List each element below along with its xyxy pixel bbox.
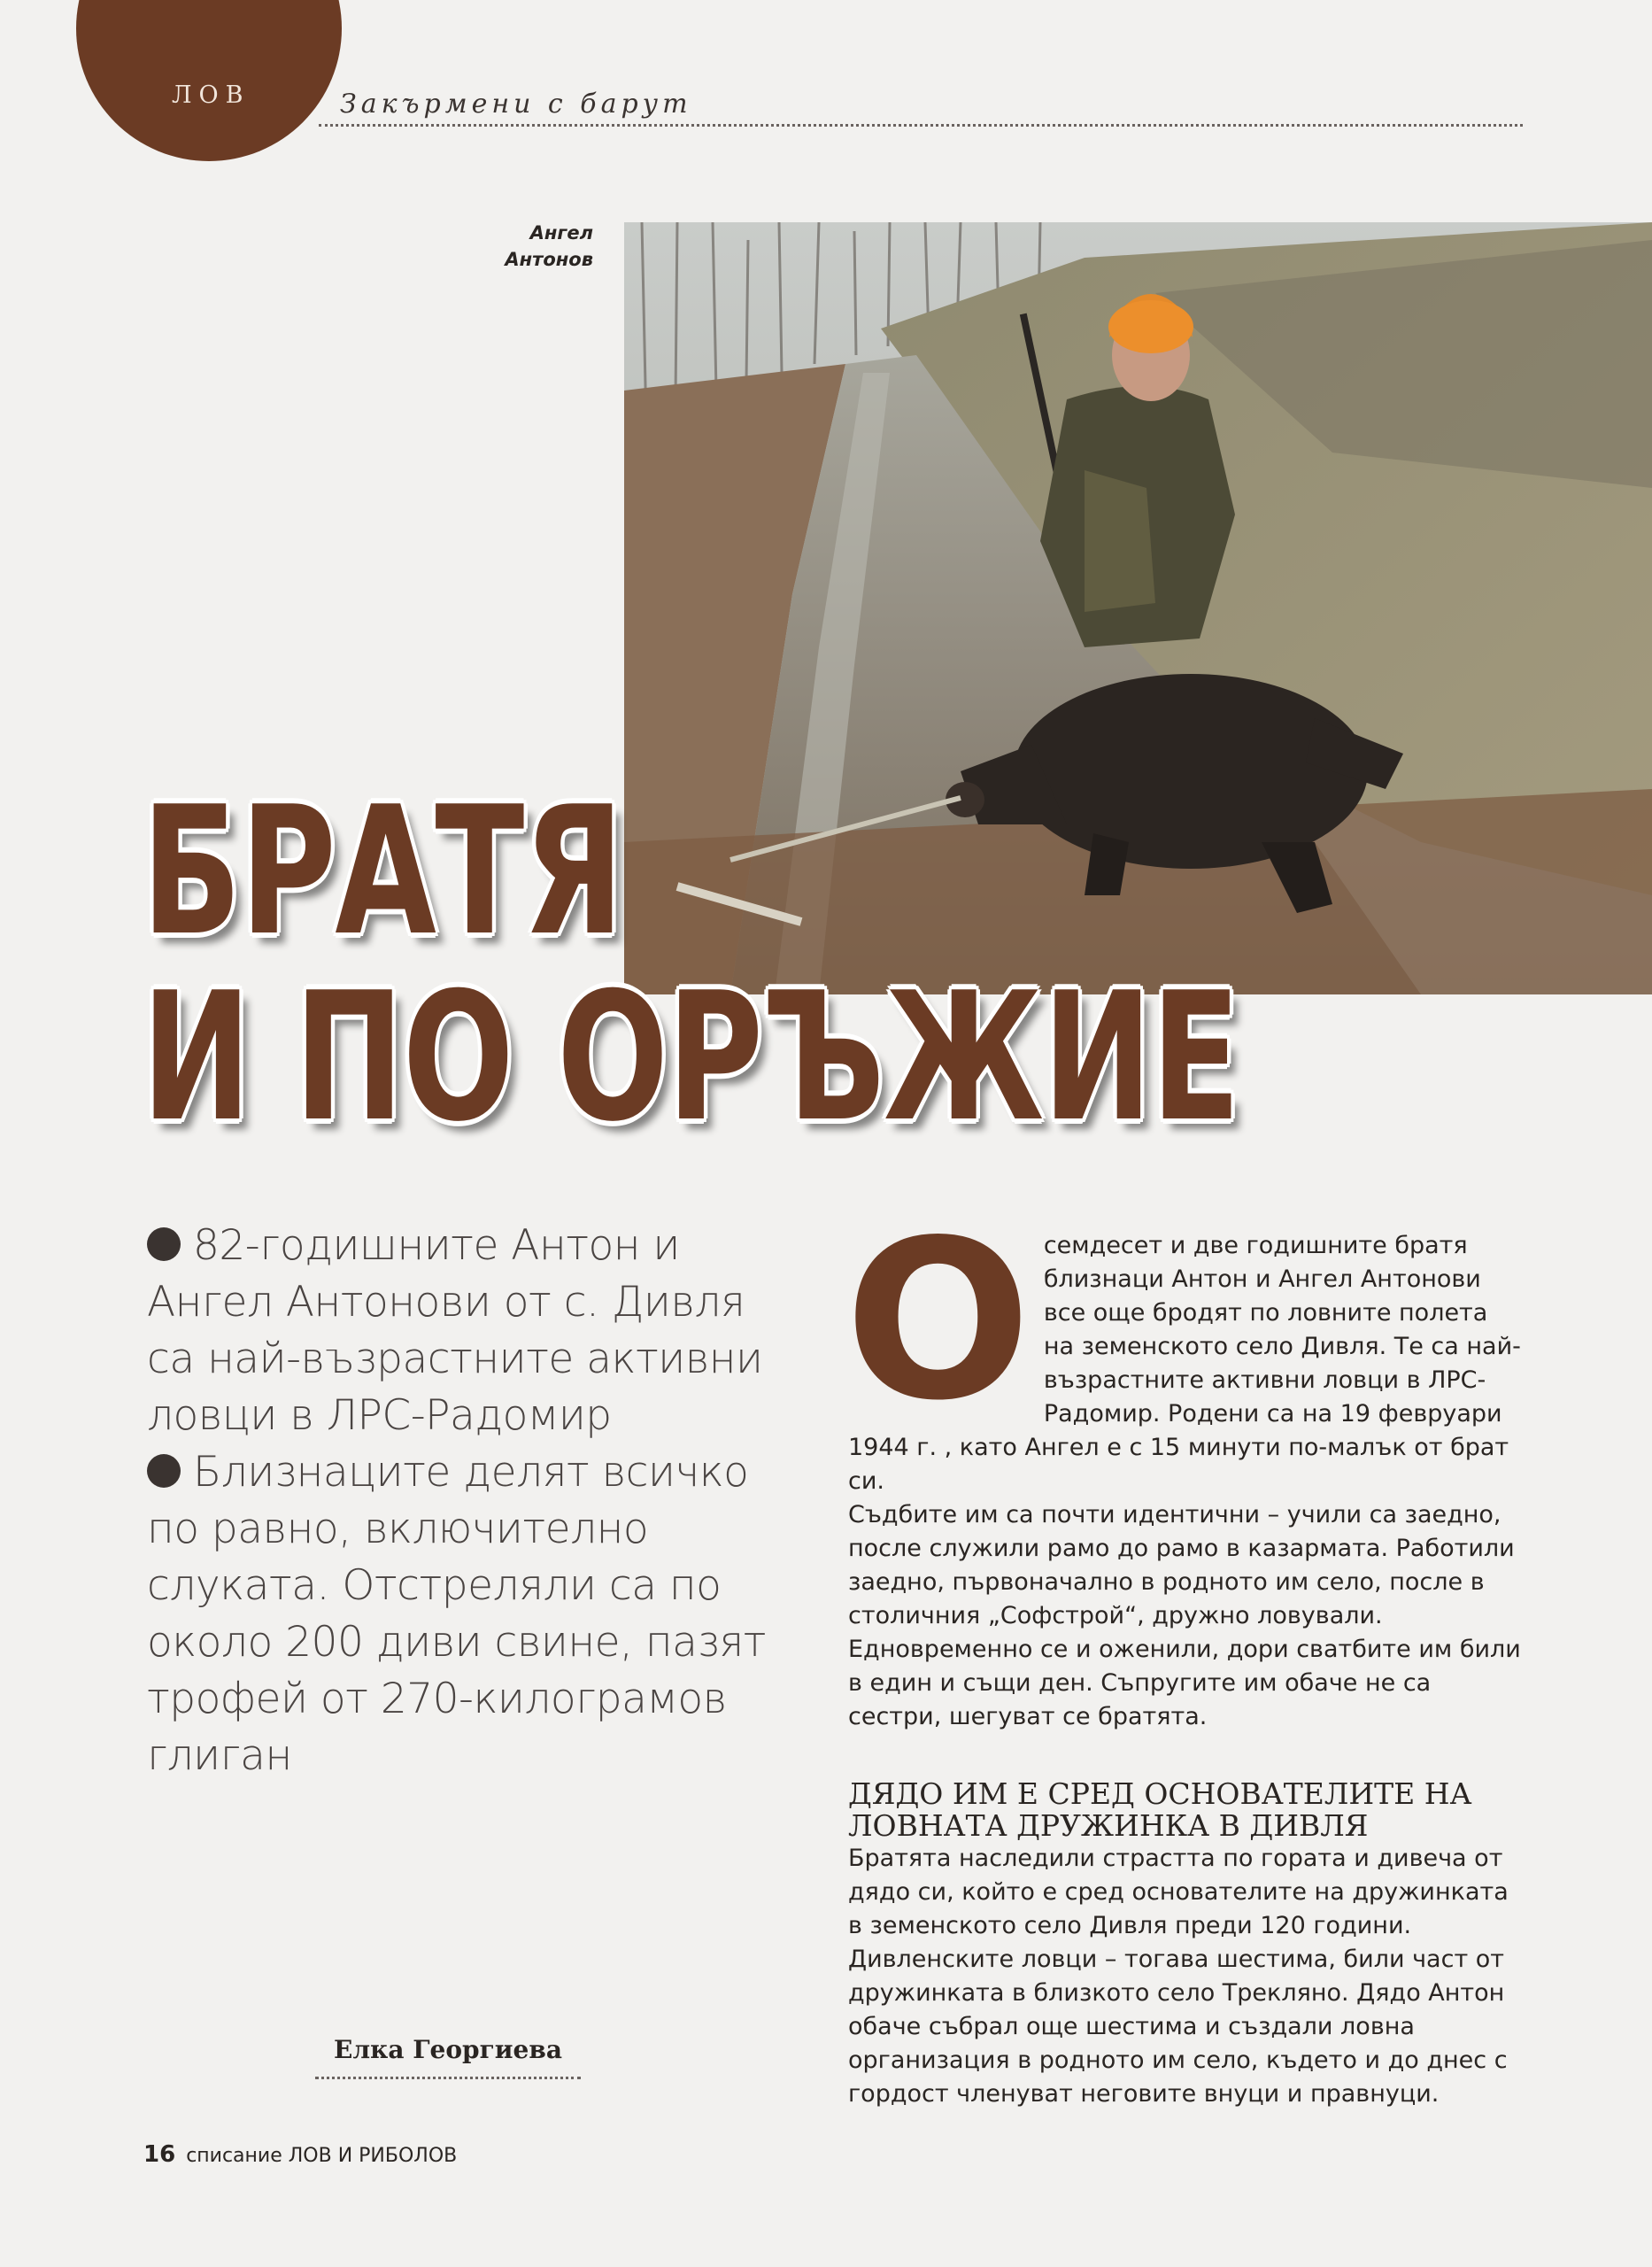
headline <box>142 769 1239 1161</box>
article-paragraph-1 <box>845 1194 1523 1498</box>
page-footer <box>143 2141 457 2168</box>
article-paragraph-1-text: семдесет и две годишните братя близнаци Антон и Ангел Антонови все още бродят по ловните полета на земенското село Дивля. Те са най-възрастните активни ловци в ЛРС-Радомир. Родени са на 19 февруари 1944 г. , като Ангел е с 15 минути по-малък от брат си. <box>848 1232 1521 1495</box>
section-label: ЛОВ <box>172 81 251 109</box>
lead-summary <box>147 1218 767 1784</box>
rubric-title: Закърмени с барут <box>340 89 692 120</box>
photo-credit <box>478 220 593 273</box>
photo-credit-last-name: Антонов <box>505 249 593 270</box>
lead-point-1-text: 82-годишните Антон и Ангел Антонови от с. Дивля са най-възрастните активни ловци в ЛРС-Радомир <box>147 1221 763 1440</box>
section-circle <box>76 0 342 161</box>
rubric-divider <box>319 124 1523 127</box>
author-byline: Елка Георгиева <box>334 2035 562 2064</box>
bullet-icon <box>147 1227 181 1261</box>
drop-cap: О <box>845 1194 1031 1449</box>
page-number: 16 <box>143 2141 176 2168</box>
author-divider <box>315 2077 581 2079</box>
magazine-name: списание ЛОВ И РИБОЛОВ <box>186 2145 458 2167</box>
lead-point-2 <box>147 1444 767 1784</box>
headline-line-1: БРАТЯ <box>142 769 623 975</box>
lead-point-1 <box>147 1218 767 1444</box>
article-body <box>845 1194 1523 2111</box>
bullet-icon <box>147 1454 181 1488</box>
article-paragraph-2: Съдбите им са почти идентични – учили са заедно, после служили рамо до рамо в казармата. Работили заедно, първоначално в родното им село, после в столичния „Софстрой“, дружно ловували. Едновременно се и оженили, дори сватбите им били в един и същи ден. Съпругите им обаче не са сестри, шегуват се братята. <box>848 1501 1521 1730</box>
photo-credit-first-name: Ангел <box>529 222 593 244</box>
article-paragraph-3: Братята наследили страстта по гората и дивеча от дядо си, който е сред основателите на дружинката в земенското село Дивля преди 120 години. Дивленските ловци – тогава шестима, били част от дружинката в близкото село Трекляно. Дядо Антон обаче събрал още шестима и създали ловна организация в родното им село, където и до днес с гордост членуват неговите внуци и правнуци. <box>848 1845 1509 2108</box>
headline-line-2: И ПО ОРЪЖИЕ <box>142 955 1239 1161</box>
article-subheading: ДЯДО ИМ Е СРЕД ОСНОВАТЕЛИТЕ НА ЛОВНАТА ДРУЖИНКА В ДИВЛЯ <box>848 1776 1472 1843</box>
lead-point-2-text: Близнаците делят всичко по равно, включително слуката. Отстреляли са по около 200 диви свине, пазят трофей от 270-килограмов глиган <box>147 1448 766 1780</box>
